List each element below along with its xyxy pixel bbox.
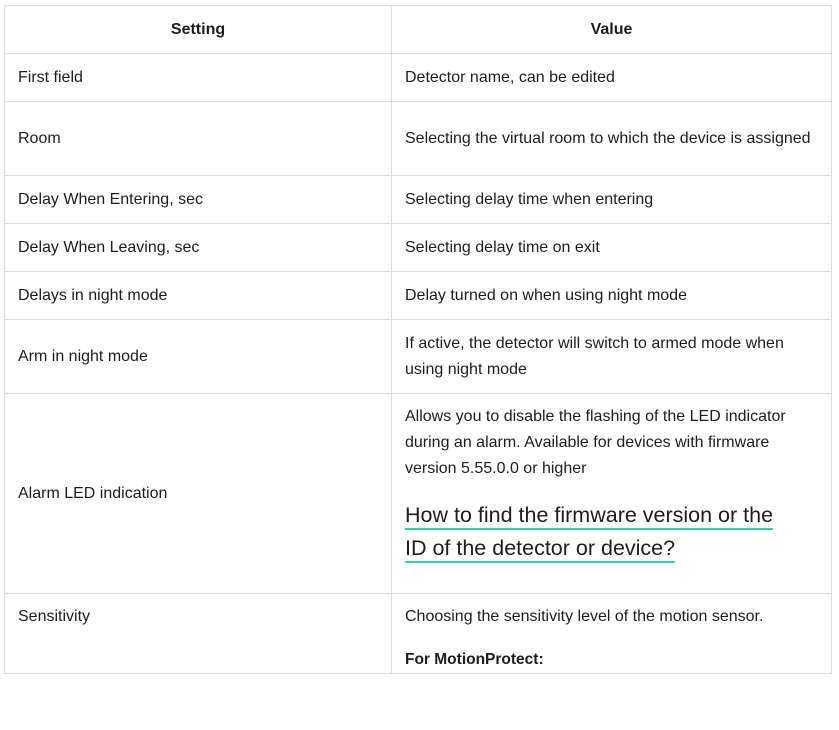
table-row xyxy=(5,224,832,272)
setting-cell: First field xyxy=(5,54,392,102)
table-row xyxy=(5,54,832,102)
header-value: Value xyxy=(392,6,832,54)
table-row xyxy=(5,594,832,674)
value-text: Allows you to disable the flashing of the LED indicator during an alarm. Available for devices with firmware version 5.55.0.0 or higher xyxy=(405,408,786,477)
subheading: For MotionProtect: xyxy=(405,651,544,668)
table-row xyxy=(5,394,832,594)
value-cell xyxy=(392,394,832,594)
header-setting: Setting xyxy=(5,6,392,54)
setting-cell: Sensitivity xyxy=(5,594,392,674)
table-row xyxy=(5,176,832,224)
firmware-help-link[interactable]: How to find the firmware version or the ID of the detector or device? xyxy=(405,503,773,563)
value-cell xyxy=(392,594,832,674)
table-row xyxy=(5,272,832,320)
setting-cell: Arm in night mode xyxy=(5,320,392,394)
value-cell: Selecting the virtual room to which the device is assigned xyxy=(392,102,832,176)
setting-cell: Delay When Leaving, sec xyxy=(5,224,392,272)
setting-cell: Room xyxy=(5,102,392,176)
value-cell: Detector name, can be edited xyxy=(392,54,832,102)
table-row xyxy=(5,102,832,176)
value-cell: Delay turned on when using night mode xyxy=(392,272,832,320)
setting-cell: Alarm LED indication xyxy=(5,394,392,594)
setting-cell: Delays in night mode xyxy=(5,272,392,320)
settings-table xyxy=(4,5,832,674)
table-row xyxy=(5,320,832,394)
value-cell: Selecting delay time when entering xyxy=(392,176,832,224)
table-header-row xyxy=(5,6,832,54)
value-cell: If active, the detector will switch to armed mode when using night mode xyxy=(392,320,832,394)
setting-cell: Delay When Entering, sec xyxy=(5,176,392,224)
help-link-wrap xyxy=(405,499,775,565)
value-text: Choosing the sensitivity level of the motion sensor. xyxy=(405,608,764,625)
value-cell: Selecting delay time on exit xyxy=(392,224,832,272)
